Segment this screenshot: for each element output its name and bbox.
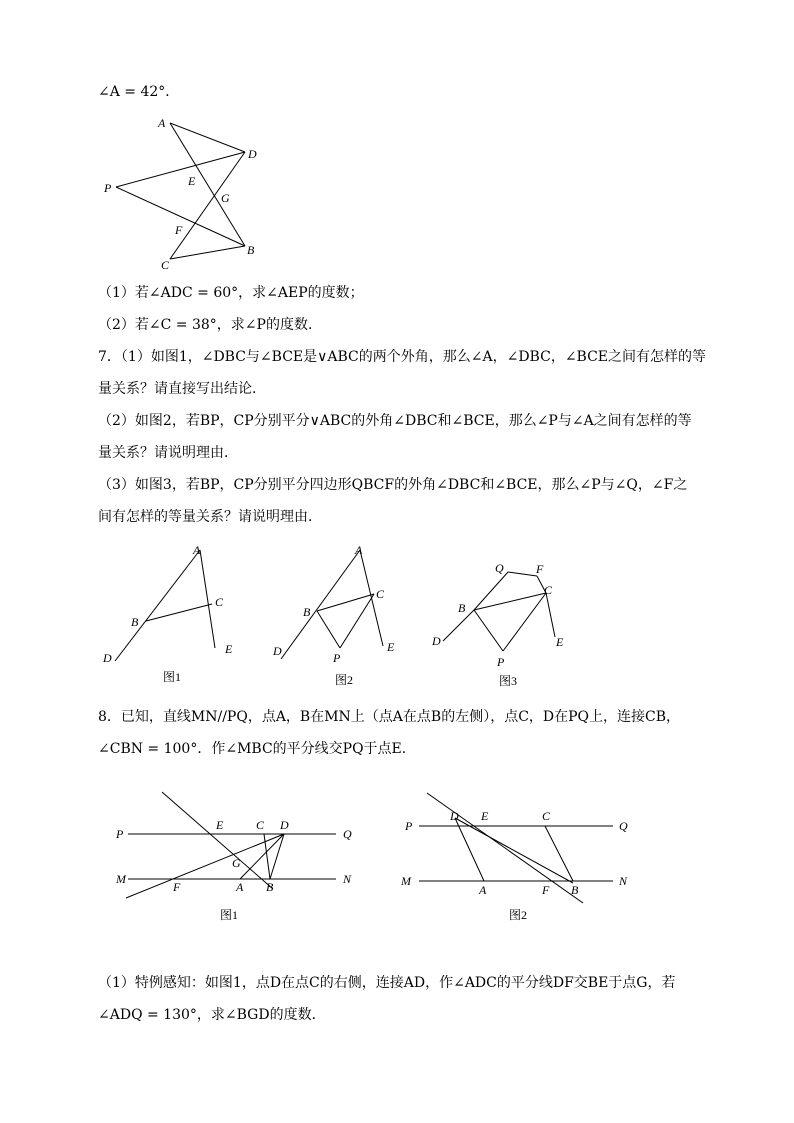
label-E: E bbox=[216, 818, 224, 832]
label-M: M bbox=[401, 874, 411, 888]
caption: 图3 bbox=[499, 674, 518, 688]
seg-A-D bbox=[281, 550, 360, 659]
label-D: D bbox=[273, 644, 282, 658]
label-C: C bbox=[376, 587, 385, 601]
label-E: E bbox=[225, 642, 233, 656]
seg-B-P bbox=[474, 610, 503, 651]
label-A: A bbox=[236, 880, 244, 894]
label-D: D bbox=[432, 634, 441, 648]
label-G: G bbox=[221, 191, 230, 205]
label-E: E bbox=[481, 809, 489, 823]
label-Q: Q bbox=[343, 827, 352, 841]
text-line-q8-2b: ∠ADQ = 130°，求∠BGD的度数． bbox=[98, 1007, 326, 1023]
label-M: M bbox=[116, 872, 126, 886]
caption: 图2 bbox=[509, 908, 528, 922]
seg-B-P bbox=[317, 611, 340, 648]
label-N: N bbox=[619, 874, 628, 888]
label-D: D bbox=[248, 147, 257, 161]
label-A: A bbox=[355, 543, 363, 557]
label-F: F bbox=[536, 562, 544, 576]
seg-Q-B bbox=[474, 572, 508, 610]
seg-PD bbox=[116, 152, 245, 187]
label-A: A bbox=[479, 883, 487, 897]
label-Q: Q bbox=[495, 561, 504, 575]
line-DF bbox=[126, 834, 284, 898]
label-P: P bbox=[497, 655, 505, 669]
label-P: P bbox=[333, 651, 341, 665]
label-B: B bbox=[458, 601, 466, 615]
text-line-q7-2b: 量关系？请说明理由． bbox=[98, 445, 238, 461]
text-line-q7-1: 7．（1）如图1，∠DBC与∠BCE是∨ABC的两个外角，那么∠A，∠DBC，∠BCE之间有怎样的等 bbox=[98, 349, 707, 365]
seg-C-B bbox=[545, 826, 573, 881]
text-line-q7-3: （3）如图3，若BP，CP分别平分四边形QBCF的外角∠DBC和∠BCE，那么∠P与∠Q，∠F之 bbox=[98, 477, 688, 493]
text-line-angle-a: ∠A = 42°． bbox=[98, 84, 180, 100]
label-Q: Q bbox=[619, 819, 628, 833]
seg-AD bbox=[170, 123, 245, 152]
label-B: B bbox=[303, 605, 311, 619]
label-D: D bbox=[103, 651, 112, 665]
line-DF bbox=[455, 818, 573, 883]
text-line-q8-2: （1）特例感知：如图1，点D在点C的右侧，连接AD，作∠ADC的平分线DF交BE于点G，若 bbox=[98, 975, 676, 991]
label-P: P bbox=[104, 181, 112, 195]
label-C: C bbox=[256, 818, 265, 832]
label-C: C bbox=[544, 583, 553, 597]
text-line-q6-2: （2）若∠C = 38°，求∠P的度数． bbox=[98, 317, 322, 333]
seg-D-A bbox=[455, 818, 484, 881]
label-A: A bbox=[193, 543, 201, 557]
caption: 图2 bbox=[335, 673, 354, 687]
label-B: B bbox=[247, 243, 255, 257]
text-line-q7-3b: 间有怎样的等量关系？请说明理由． bbox=[98, 509, 322, 525]
label-C: C bbox=[542, 809, 551, 823]
seg-DC bbox=[170, 152, 245, 259]
label-P: P bbox=[405, 819, 413, 833]
seg-C-E bbox=[546, 593, 555, 637]
q7-figure-2 bbox=[265, 538, 415, 693]
seg-A-D bbox=[115, 550, 200, 661]
label-G: G bbox=[232, 856, 241, 870]
text-line-q7-1b: 量关系？请直接写出结论． bbox=[98, 381, 266, 397]
seg-B-C bbox=[146, 604, 212, 621]
text-line-q7-2: （2）如图2，若BP，CP分别平分∨ABC的外角∠DBC和∠BCE，那么∠P与∠A之间有怎样的等 bbox=[98, 413, 692, 429]
label-E: E bbox=[387, 640, 395, 654]
line-BE bbox=[162, 792, 273, 889]
label-C: C bbox=[161, 258, 170, 272]
q8-figure-1 bbox=[108, 785, 368, 935]
label-E: E bbox=[188, 174, 196, 188]
text-line-q8-1b: ∠CBN = 100°．作∠MBC的平分线交PQ于点E． bbox=[98, 741, 416, 757]
seg-Q-F bbox=[508, 572, 537, 576]
q7-figure-1 bbox=[95, 538, 245, 693]
label-B: B bbox=[571, 883, 579, 897]
q7-figure-3 bbox=[425, 555, 585, 695]
caption: 图1 bbox=[220, 908, 239, 922]
label-D: D bbox=[450, 809, 459, 823]
label-F: F bbox=[175, 223, 183, 237]
label-F: F bbox=[173, 880, 181, 894]
label-P: P bbox=[116, 827, 124, 841]
label-B: B bbox=[266, 880, 274, 894]
figure-top bbox=[95, 112, 275, 272]
caption: 图1 bbox=[163, 670, 182, 684]
text-line-q8-1: 8．已知，直线MN//PQ，点A，B在MN上（点A在点B的左侧），点C，D在PQ上，连接CB， bbox=[98, 709, 681, 725]
label-B: B bbox=[131, 615, 139, 629]
label-E: E bbox=[556, 635, 564, 649]
label-A: A bbox=[158, 116, 166, 130]
label-N: N bbox=[343, 872, 352, 886]
text-line-q6-1: （1）若∠ADC = 60°，求∠AEP的度数； bbox=[98, 285, 364, 301]
seg-CB bbox=[170, 246, 245, 259]
seg-A-E bbox=[200, 550, 215, 648]
label-F: F bbox=[542, 883, 550, 897]
q8-figure-2 bbox=[395, 785, 655, 935]
label-D: D bbox=[280, 818, 289, 832]
label-C: C bbox=[215, 595, 224, 609]
